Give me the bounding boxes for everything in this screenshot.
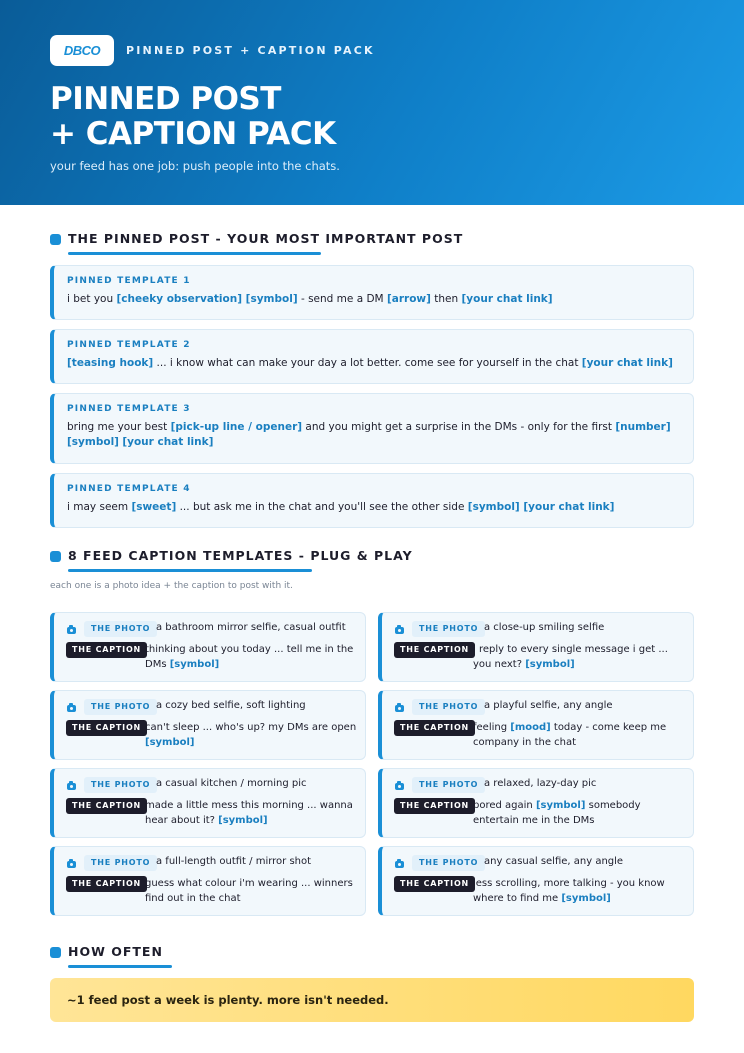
photo-description: a relaxed, lazy-day pic (484, 778, 597, 789)
template-text-run: i bet you (67, 293, 117, 305)
caption-card (378, 768, 694, 838)
camera-icon (67, 783, 76, 790)
feed-section-header (50, 548, 470, 578)
pinned-template-label: PINNED TEMPLATE 3 (67, 404, 191, 414)
caption-text (145, 876, 357, 906)
section-underline (68, 569, 312, 572)
photo-label: THE PHOTO (412, 855, 485, 871)
photo-label: THE PHOTO (412, 699, 485, 715)
placeholder: [symbol] (561, 893, 611, 904)
caption-text (473, 720, 685, 750)
section-underline (68, 965, 172, 968)
caption-text-run: can't sleep ... who's up? my DMs are open (145, 722, 357, 733)
placeholder: [sweet] (131, 501, 177, 513)
logo-text: DBCO (63, 43, 101, 58)
photo-label: THE PHOTO (84, 699, 157, 715)
placeholder: [mood] (510, 722, 551, 733)
title-line-1: PINNED POST (50, 81, 281, 117)
caption-label: THE CAPTION (66, 798, 147, 814)
pinned-template-card (50, 329, 694, 384)
template-text-run: then (430, 293, 462, 305)
pinned-template-label: PINNED TEMPLATE 2 (67, 340, 191, 350)
photo-description: a casual kitchen / morning pic (156, 778, 307, 789)
placeholder: [number] [symbol] (67, 421, 671, 448)
placeholder: [symbol] (218, 815, 268, 826)
template-text-run: bring me your best (67, 421, 171, 433)
caption-text (473, 876, 685, 906)
caption-card (50, 690, 366, 760)
photo-label: THE PHOTO (412, 777, 485, 793)
caption-card (378, 846, 694, 916)
photo-description: any casual selfie, any angle (484, 856, 624, 867)
photo-description: a playful selfie, any angle (484, 700, 613, 711)
pinned-template-text (67, 420, 679, 450)
caption-text-run: today - come keep me company in the chat (473, 722, 667, 748)
caption-label: THE CAPTION (394, 720, 475, 736)
placeholder: [symbol] [your chat link] (467, 501, 615, 513)
feed-section-title: 8 FEED CAPTION TEMPLATES - PLUG & PLAY (68, 548, 413, 563)
caption-text-run: i reply to every single message i get ... you next? (473, 644, 668, 670)
caption-label: THE CAPTION (66, 876, 147, 892)
section-underline (68, 252, 321, 255)
camera-icon (395, 861, 404, 868)
caption-text (473, 798, 685, 828)
caption-card (50, 846, 366, 916)
section-bullet-icon (50, 234, 61, 245)
placeholder: [symbol] (525, 659, 575, 670)
placeholder: [cheeky observation] [symbol] (116, 293, 298, 305)
section-bullet-icon (50, 551, 61, 562)
brand-logo (50, 35, 114, 66)
often-section-title: HOW OFTEN (68, 944, 163, 959)
brand-tagline: PINNED POST + CAPTION PACK (126, 44, 375, 57)
often-section-header (50, 944, 250, 974)
pinned-template-label: PINNED TEMPLATE 4 (67, 484, 191, 494)
caption-card (378, 612, 694, 682)
photo-label: THE PHOTO (84, 855, 157, 871)
photo-description: a close-up smiling selfie (484, 622, 605, 633)
caption-text-run: somebody entertain me in the DMs (473, 800, 641, 826)
pinned-template-label: PINNED TEMPLATE 1 (67, 276, 191, 286)
pinned-template-card (50, 265, 694, 320)
feed-intro: each one is a photo idea + the caption to post with it. (50, 581, 293, 591)
photo-description: a bathroom mirror selfie, casual outfit (156, 622, 346, 633)
section-bullet-icon (50, 947, 61, 958)
template-text-run: ... but ask me in the chat and you'll see the other side (176, 501, 468, 513)
photo-label: THE PHOTO (84, 621, 157, 637)
camera-icon (67, 627, 76, 634)
page-title (50, 82, 550, 152)
caption-card (378, 690, 694, 760)
camera-icon (395, 705, 404, 712)
caption-label: THE CAPTION (66, 642, 147, 658)
caption-label: THE CAPTION (394, 642, 475, 658)
placeholder: [your chat link] (122, 436, 214, 448)
pinned-template-text (67, 356, 679, 371)
placeholder: [your chat link] (581, 357, 673, 369)
pinned-section-header (50, 231, 470, 261)
title-line-2: + CAPTION PACK (50, 116, 336, 152)
camera-icon (395, 627, 404, 634)
pinned-template-text (67, 292, 679, 307)
caption-text-run: feeling (473, 722, 511, 733)
placeholder: [your chat link] (461, 293, 553, 305)
placeholder: [symbol] (145, 737, 195, 748)
photo-label: THE PHOTO (84, 777, 157, 793)
placeholder: [pick-up line / opener] (170, 421, 303, 433)
frequency-callout (50, 978, 694, 1022)
frequency-note: ~1 feed post a week is plenty. more isn't needed. (67, 993, 389, 1007)
caption-card (50, 612, 366, 682)
caption-text-run: less scrolling, more talking - you know where to find me (473, 878, 665, 904)
placeholder: [teasing hook] (67, 357, 154, 369)
placeholder: [symbol] (535, 800, 586, 811)
caption-text (473, 642, 685, 672)
caption-label: THE CAPTION (66, 720, 147, 736)
caption-text-run: made a little mess this morning ... wanna hear about it? (145, 800, 353, 826)
pinned-template-card (50, 393, 694, 464)
caption-text-run: guess what colour i'm wearing ... winners find out in the chat (145, 878, 353, 904)
camera-icon (67, 861, 76, 868)
template-text-run: ... i know what can make your day a lot better. come see for yourself in the chat (153, 357, 582, 369)
caption-text-run: thinking about you today ... tell me in the DMs (145, 644, 354, 670)
caption-text (145, 720, 357, 750)
caption-label: THE CAPTION (394, 876, 475, 892)
photo-label: THE PHOTO (412, 621, 485, 637)
header-banner (0, 0, 744, 205)
camera-icon (395, 783, 404, 790)
pinned-template-card (50, 473, 694, 528)
caption-text (145, 798, 357, 828)
template-text-run: i may seem (67, 501, 132, 513)
photo-description: a full-length outfit / mirror shot (156, 856, 312, 867)
placeholder: [symbol] (169, 659, 220, 670)
pinned-template-text (67, 500, 679, 515)
placeholder: [arrow] (386, 293, 431, 305)
photo-description: a cozy bed selfie, soft lighting (156, 700, 306, 711)
page-subtitle: your feed has one job: push people into the chats. (50, 159, 340, 173)
template-text-run: - send me a DM (297, 293, 387, 305)
camera-icon (67, 705, 76, 712)
pinned-section-title: THE PINNED POST - YOUR MOST IMPORTANT POST (68, 231, 464, 246)
caption-label: THE CAPTION (394, 798, 475, 814)
caption-text (145, 642, 357, 672)
caption-text-run: bored again (473, 800, 536, 811)
template-text-run: and you might get a surprise in the DMs - only for the first (302, 421, 616, 433)
caption-card (50, 768, 366, 838)
